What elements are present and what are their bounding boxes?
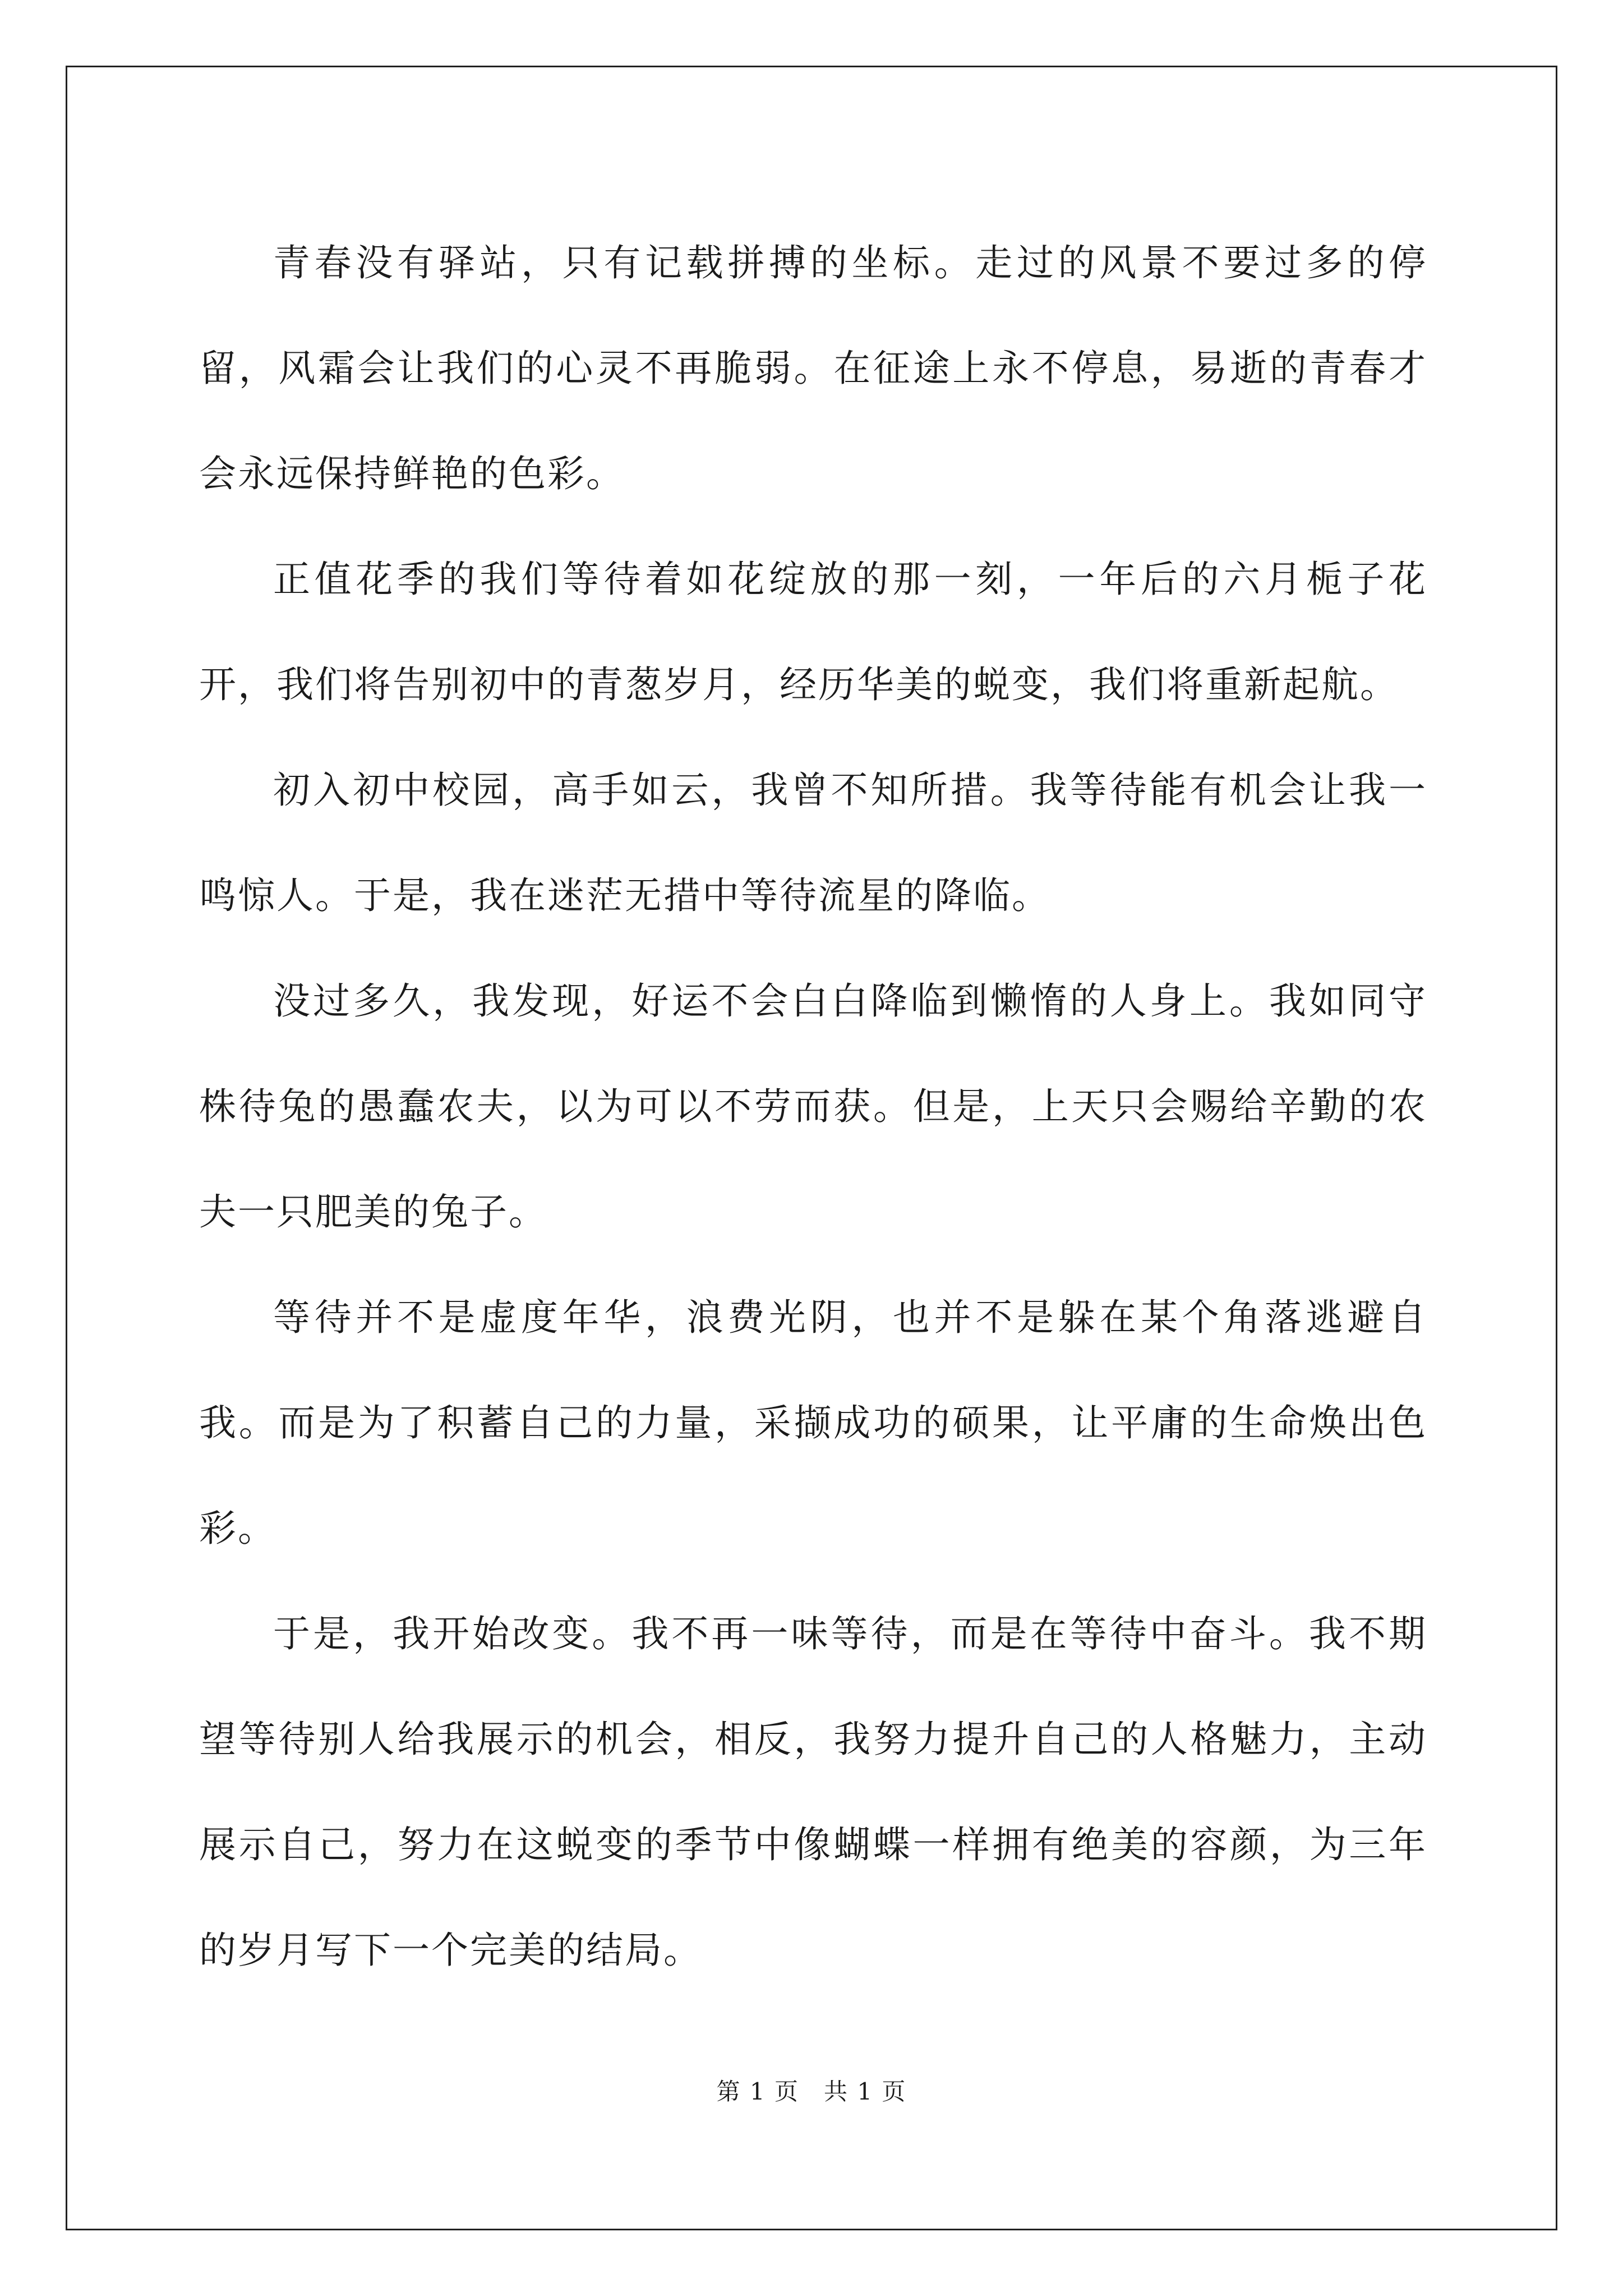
page-number-footer: 第 1 页 共 1 页 xyxy=(716,2078,907,2105)
paragraph-3: 初入初中校园，高手如云，我曾不知所措。我等待能有机会让我一鸣惊人。于是，我在迷茫无措中等待流星的降临。 xyxy=(199,769,1427,917)
paragraph-2: 正值花季的我们等待着如花绽放的那一刻，一年后的六月栀子花开，我们将告别初中的青葱岁月，经历华美的蜕变，我们将重新起航。 xyxy=(199,558,1427,706)
paragraph-6: 于是，我开始改变。我不再一味等待，而是在等待中奋斗。我不期望等待别人给我展示的机会，相反，我努力提升自己的人格魅力，主动展示自己，努力在这蜕变的季节中像蝴蝶一样拥有绝美的容颜，为三年的岁月写下一个完美的结局。 xyxy=(199,1612,1427,1972)
paragraph-1: 青春没有驿站，只有记载拼搏的坐标。走过的风景不要过多的停留，风霜会让我们的心灵不再脆弱。在征途上永不停息，易逝的青春才会永远保持鲜艳的色彩。 xyxy=(199,241,1427,495)
article-body xyxy=(199,210,1427,2003)
paragraph-5: 等待并不是虚度年华，浪费光阴，也并不是躲在某个角落逃避自我。而是为了积蓄自己的力量，采撷成功的硕果，让平庸的生命焕出色彩。 xyxy=(199,1296,1427,1550)
paragraph-4: 没过多久，我发现，好运不会白白降临到懒惰的人身上。我如同守株待兔的愚蠢农夫，以为可以不劳而获。但是，上天只会赐给辛勤的农夫一只肥美的兔子。 xyxy=(199,979,1427,1234)
